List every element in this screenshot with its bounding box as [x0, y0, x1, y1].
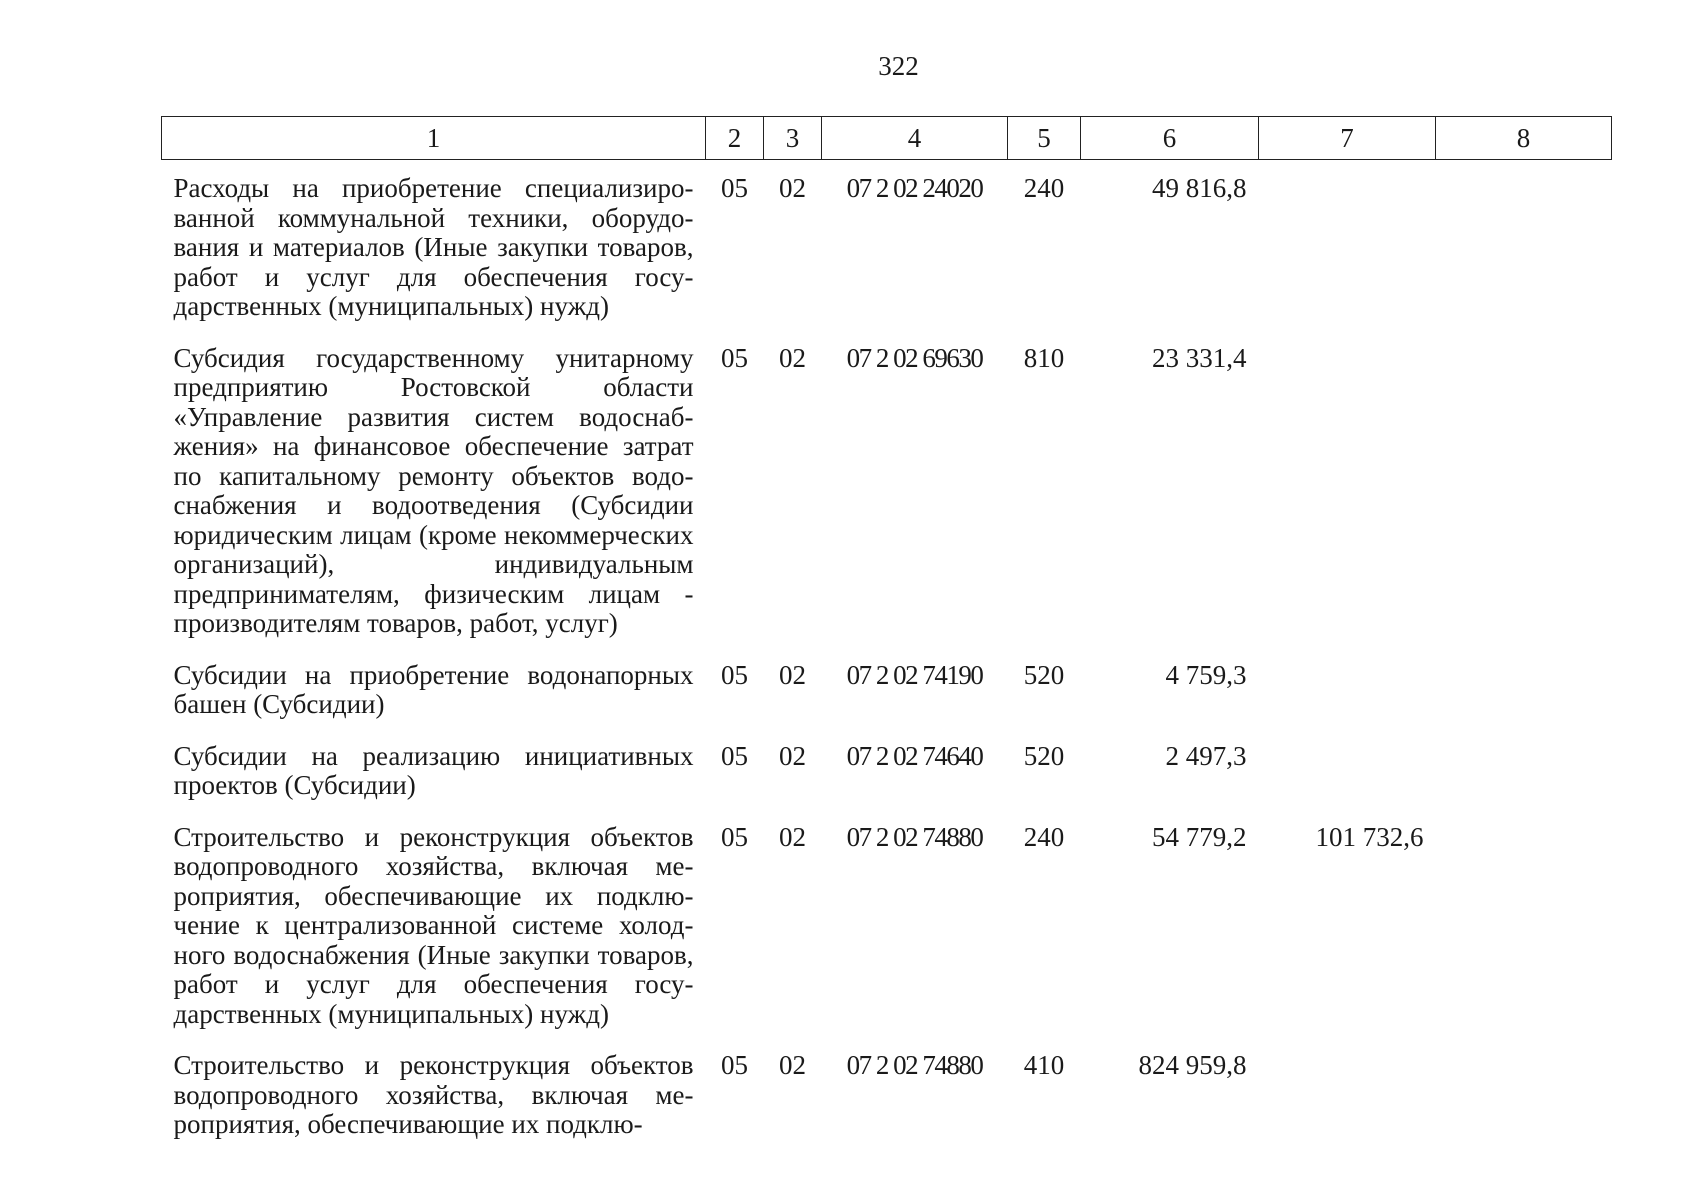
table-row — [162, 330, 1612, 647]
table-row — [162, 160, 1612, 330]
row-amount-col8 — [1436, 728, 1612, 809]
budget-table — [161, 116, 1612, 1148]
row-description: Субсидия государственному унитарному предприятию Ростовской области «Управление развития систем водоснабжения» на финансовое обеспечение затрат по капитальному ремонту объектов водоснабжения и водоотведения (Субсидии юридическим лицам (кроме некоммерческих организаций), индивидуальным предпринимателям, физическим лицам - производителям товаров, работ, услуг) — [173, 342, 694, 638]
row-subsection-code: 02 — [779, 821, 806, 852]
row-amount-col8 — [1436, 160, 1612, 330]
page-number: 322 — [878, 51, 919, 81]
row-amount-col6: 23 331,4 — [1152, 342, 1247, 373]
row-expense-type-code: 240 — [1023, 173, 1065, 203]
row-amount-col8 — [1436, 647, 1612, 728]
row-expense-type-code: 520 — [1023, 740, 1065, 771]
row-amount-col7 — [1259, 160, 1436, 330]
row-amount-col8 — [1436, 330, 1612, 647]
row-amount-col6: 54 779,2 — [1152, 821, 1247, 852]
row-amount-col6: 4 759,3 — [1165, 659, 1247, 690]
row-description: Субсидии на приобретение водонапорных башен (Субсидии) — [173, 659, 694, 719]
row-subsection-code: 02 — [779, 659, 806, 690]
row-amount-col7 — [1259, 1037, 1436, 1148]
column-header-4: 4 — [822, 117, 1008, 160]
row-expense-type-code: 520 — [1023, 659, 1065, 690]
row-target-article-code: 07 2 02 74880 — [846, 821, 983, 852]
row-section-code: 05 — [721, 1050, 748, 1080]
row-section-code: 05 — [721, 659, 748, 690]
column-header-1: 1 — [162, 117, 706, 160]
column-header-3: 3 — [764, 117, 822, 160]
header-row — [162, 117, 1612, 160]
row-section-code: 05 — [721, 740, 748, 771]
row-expense-type-code: 240 — [1023, 821, 1065, 852]
table-row — [162, 1037, 1612, 1148]
row-description: Субсидии на реализацию инициативных проектов (Субсидии) — [173, 740, 694, 800]
row-subsection-code: 02 — [779, 342, 806, 373]
row-subsection-code: 02 — [779, 740, 806, 771]
column-header-6: 6 — [1081, 117, 1259, 160]
row-target-article-code: 07 2 02 74190 — [846, 659, 983, 690]
row-amount-col7 — [1259, 728, 1436, 809]
column-header-8: 8 — [1436, 117, 1612, 160]
row-amount-col6: 49 816,8 — [1152, 173, 1247, 203]
table-body — [162, 160, 1612, 1148]
table-header — [162, 117, 1612, 160]
row-amount-col6: 2 497,3 — [1165, 740, 1247, 771]
row-section-code: 05 — [721, 342, 748, 373]
row-amount-col8 — [1436, 809, 1612, 1038]
row-amount-col8 — [1436, 1037, 1612, 1148]
row-description: Строительство и реконструкция объектов водопроводного хозяйства, включая мероприятия, обеспечивающие их подключение к централизованной системе холодного водоснабжения (Иные закупки товаров, работ и услуг для обеспечения государственных (муниципальных) нужд) — [173, 821, 694, 1029]
row-section-code: 05 — [721, 821, 748, 852]
row-target-article-code: 07 2 02 74880 — [846, 1050, 983, 1080]
row-subsection-code: 02 — [779, 1050, 806, 1080]
row-target-article-code: 07 2 02 24020 — [846, 173, 983, 203]
table-row — [162, 647, 1612, 728]
row-target-article-code: 07 2 02 74640 — [846, 740, 983, 771]
row-description: Строительство и реконструкция объектов водопроводного хозяйства, включая мероприятия, обеспечивающие их подклю- — [173, 1050, 694, 1139]
row-expense-type-code: 810 — [1023, 342, 1065, 373]
row-amount-col7 — [1259, 330, 1436, 647]
row-subsection-code: 02 — [779, 173, 806, 203]
row-amount-col7: 101 732,6 — [1315, 821, 1424, 852]
table-row — [162, 728, 1612, 809]
row-expense-type-code: 410 — [1023, 1050, 1065, 1080]
column-header-5: 5 — [1008, 117, 1081, 160]
table-row — [162, 809, 1612, 1038]
column-header-7: 7 — [1259, 117, 1436, 160]
row-amount-col7 — [1259, 647, 1436, 728]
row-target-article-code: 07 2 02 69630 — [846, 342, 983, 373]
row-description: Расходы на приобретение специализированной коммунальной техники, оборудования и материалов (Иные закупки товаров, работ и услуг для обеспечения государственных (муниципальных) нужд) — [173, 173, 694, 321]
column-header-2: 2 — [706, 117, 764, 160]
row-section-code: 05 — [721, 173, 748, 203]
row-amount-col6: 824 959,8 — [1138, 1050, 1247, 1080]
